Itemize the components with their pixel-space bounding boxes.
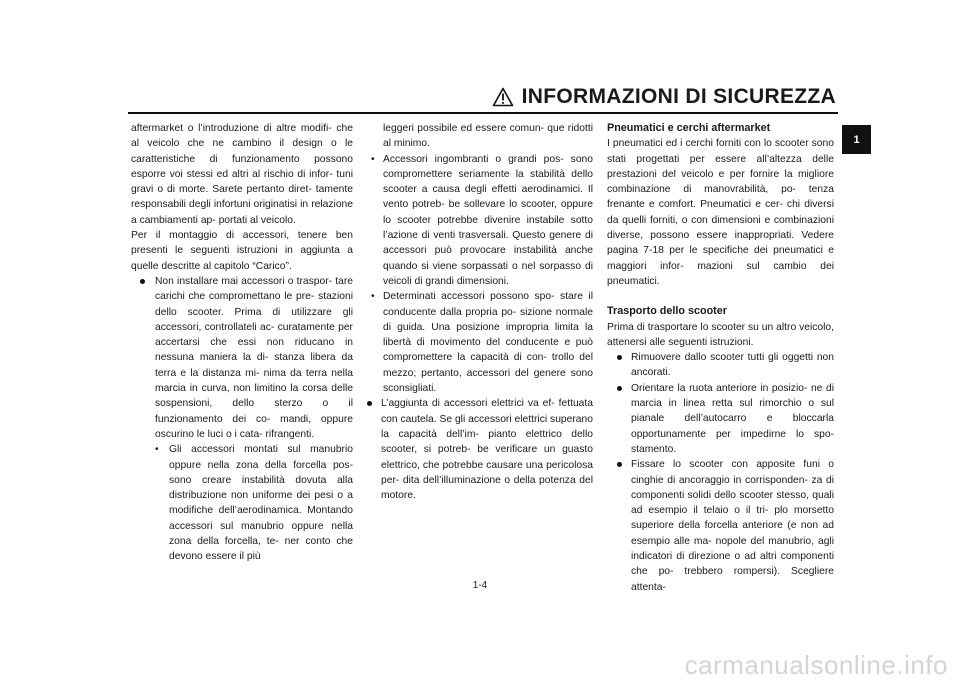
column-1 [131, 121, 353, 565]
column-3 [607, 121, 834, 595]
section-heading: Trasporto dello scooter [607, 305, 727, 318]
paragraph: I pneumatici ed i cerchi forniti con lo scooter sono stati progettati per essere all’altezza delle prestazioni del veicolo e per fornire la migliore combinazione di manovrabilità, po- tenza frenante e comfort. Pneumatici e cer- chi diversi da quelli forniti, o con dimensioni e combinazioni diverse, possono essere inappropriati. Vedere pagina 7-18 per le specifiche dei pneumatici e maggiori infor- mazioni sul cambio dei pneumatici. [607, 138, 834, 287]
sub-bullet-item: • Gli accessori montati sul manubrio oppure nella zona della forcella pos- sono creare instabilità dovuta alla distribuzione non uniforme dei pesi o a modifiche dell’aerodinamica. Montando accessori sul manubrio oppure nella zona della forcella, te- ner conto che devono essere il più [131, 442, 353, 564]
bullet-item: Non installare mai accessori o traspor- tare carichi che compromettano le pre- stazioni dello scooter. Prima di utilizzare gli accessori, controllateli ac- curatamente per accertarsi che essi non riducano in nessuna maniera la di- stanza libera da terra e la distanza mi- nima da terra nella marcia in curva, non limitino la corsa delle sospensioni, dello sterzo o il funzionamento dei co- mandi, oppure oscurino le luci o i cata- rifrangenti. [131, 274, 353, 442]
watermark: carmanualsonline.info [684, 650, 948, 680]
paragraph: Per il montaggio di accessori, tenere ben presenti le seguenti istruzioni in aggiunta a quelle descritte al capitolo “Carico”. [131, 230, 353, 272]
bullet-item: L’aggiunta di accessori elettrici va ef- fettuata con cautela. Se gli accessori elettrici superano la capacità dell’im- pianto elettrico dello scooter, si potreb- be verificare un guasto elettrico, che potrebbe causare una pericolosa per- dita dell’illuminazione o della potenza del motore. [367, 396, 593, 503]
page-header [490, 84, 836, 110]
page-title: INFORMAZIONI DI SICUREZZA [521, 85, 836, 108]
column-2 [367, 121, 593, 503]
chapter-tab: 1 [842, 125, 871, 154]
paragraph: aftermarket o l’introduzione di altre modifi- che al veicolo che ne cambino il design o le caratteristiche di funzionamento possono esporre voi stessi ed altri al rischio di infor- tuni gravi o di morte. Sarete pertanto diret- tamente responsabili degli infortuni originatisi in relazione a cambiamenti ap- portati al veicolo. [131, 123, 353, 226]
sub-bullet-item: • Accessori ingombranti o grandi pos- sono compromettere seriamente la stabilità dello scooter a causa degli effetti aerodinamici. Il vento potreb- be sollevare lo scooter, oppure lo scooter potrebbe divenire instabile sotto l’azione di venti trasversali. Questo genere di accessori può provocare instabilità anche quando si viene sorpassati o nel sorpasso di veicoli di grandi dimensioni. [367, 152, 593, 290]
sub-bullet-item: • Determinati accessori possono spo- stare il conducente dalla propria po- sizione normale di guida. Una posizione impropria limita la libertà di movimento del conducente e può compromettere la capacità di con- trollo del mezzo; pertanto, accessori del genere sono sconsigliati. [367, 289, 593, 396]
bullet-item: Rimuovere dallo scooter tutti gli oggetti non ancorati. [607, 350, 834, 381]
page-number: 1-4 [472, 580, 488, 591]
section-heading: Pneumatici e cerchi aftermarket [607, 122, 771, 134]
bullet-item: Fissare lo scooter con apposite funi o cinghie di ancoraggio in corrisponden- za di componenti solidi dello scooter stesso, quali ad esempio il telaio o il tri- plo morsetto superiore della forcella anteriore (e non ad esempio alle ma- nopole del manubrio, agli indicatori di direzione o ad altri componenti che po- trebbero rompersi). Scegliere attenta- [607, 457, 834, 595]
warning-triangle-icon [492, 87, 514, 107]
paragraph: Prima di trasportare lo scooter su un altro veicolo, attenersi alle seguenti istruzioni. [607, 321, 834, 348]
continued-text: leggeri possibile ed essere comun- que ridotti al minimo. [383, 123, 593, 150]
header-rule [128, 112, 838, 114]
bullet-item: Orientare la ruota anteriore in posizio- ne di marcia in linea retta sul rimorchio o sul pianale dell’autocarro e bloccarla opportunamente per impedirne lo spo- stamento. [607, 381, 834, 457]
